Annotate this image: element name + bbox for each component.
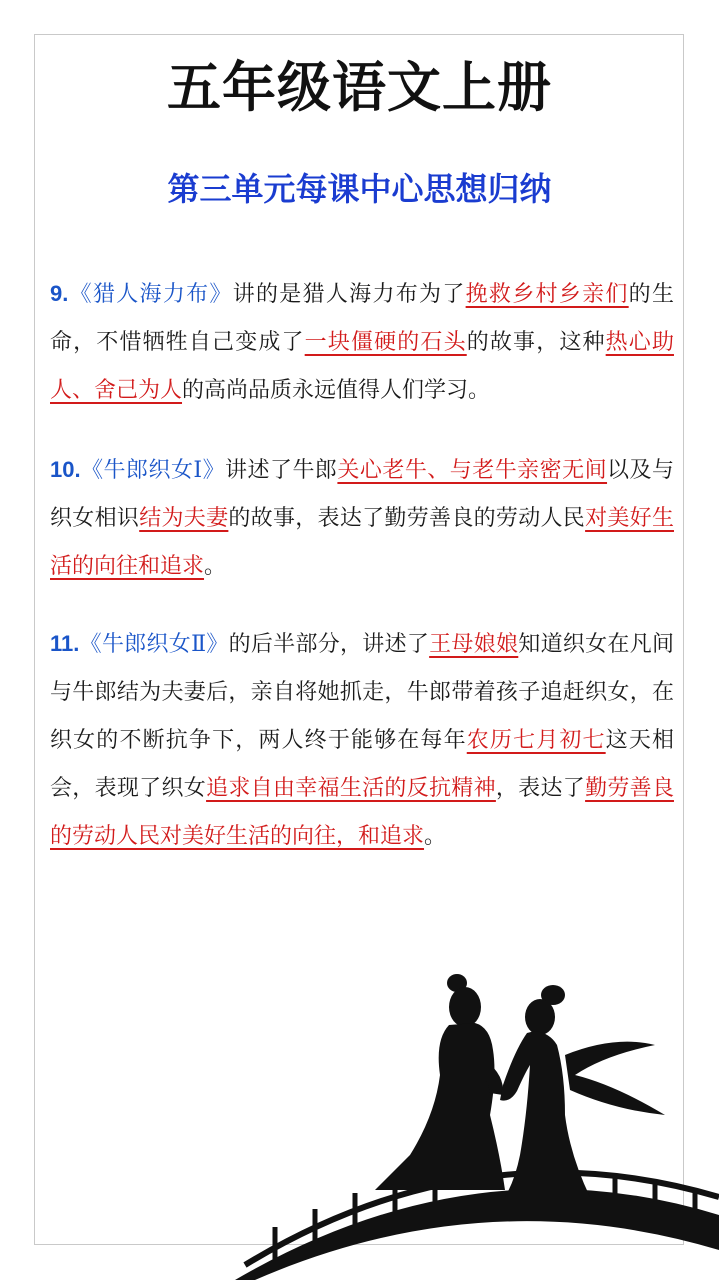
lovers-on-bridge-illustration bbox=[235, 965, 719, 1280]
key-phrase: 王母娘娘 bbox=[429, 632, 519, 657]
text-segment: 的故事，表达了勤劳善良的劳动人民 bbox=[228, 506, 586, 531]
lesson-9-summary bbox=[50, 270, 674, 415]
text-segment: 。 bbox=[204, 554, 227, 579]
text-segment: 讲的是猎人海力布为了 bbox=[232, 282, 466, 307]
text-segment: 这天相会，表现了织女 bbox=[50, 728, 674, 801]
cowherd-silhouette-icon bbox=[375, 974, 505, 1190]
lesson-number: 10. bbox=[50, 457, 81, 482]
key-phrase: 结为夫妻 bbox=[139, 506, 229, 531]
bridge-icon bbox=[235, 1189, 719, 1280]
key-phrase: 勤劳善良的劳动人民对美好生活的向往，和追求 bbox=[50, 776, 674, 849]
text-segment: ，表达了 bbox=[495, 776, 586, 801]
page-title: 五年级语文上册 bbox=[167, 55, 552, 119]
lesson-title: 《猎人海力布》 bbox=[68, 282, 233, 307]
lesson-number: 9. bbox=[50, 281, 69, 306]
key-phrase: 追求自由幸福生活的反抗精神 bbox=[206, 776, 496, 801]
key-phrase: 对美好生活的向往和追求 bbox=[50, 506, 674, 579]
text-segment: 讲述了牛郎 bbox=[225, 458, 338, 483]
key-phrase: 热心助人、舍己为人 bbox=[50, 330, 674, 403]
lesson-number: 11. bbox=[50, 631, 80, 656]
weaver-girl-silhouette-icon bbox=[500, 985, 665, 1197]
lesson-11-summary bbox=[50, 620, 674, 861]
key-phrase: 关心老牛、与老牛亲密无间 bbox=[337, 458, 608, 483]
text-segment: 的高尚品质永远值得人们学习。 bbox=[182, 378, 491, 403]
key-phrase: 一块僵硬的石头 bbox=[304, 330, 467, 355]
lesson-10-summary bbox=[50, 446, 674, 591]
page-subtitle: 第三单元每课中心思想归纳 bbox=[167, 170, 552, 208]
key-phrase: 挽救乡村乡亲们 bbox=[465, 282, 629, 307]
lesson-title: 《牛郎织女Ⅱ》 bbox=[79, 632, 229, 657]
text-segment: 知道织女在凡间与牛郎结为夫妻后，亲自将她抓走，牛郎带着孩子追赶织女，在织女的不断抗争下，两人终于能够在每年 bbox=[50, 632, 674, 753]
text-segment: 的生命，不惜牺牲自己变成了 bbox=[50, 282, 674, 355]
text-segment: 的后半部分，讲述了 bbox=[228, 632, 430, 657]
key-phrase: 农历七月初七 bbox=[466, 728, 606, 753]
lesson-title: 《牛郎织女Ⅰ》 bbox=[80, 458, 226, 483]
text-segment: 的故事，这种 bbox=[466, 330, 606, 355]
text-segment: 以及与织女相识 bbox=[50, 458, 674, 531]
text-segment: 。 bbox=[424, 824, 447, 849]
